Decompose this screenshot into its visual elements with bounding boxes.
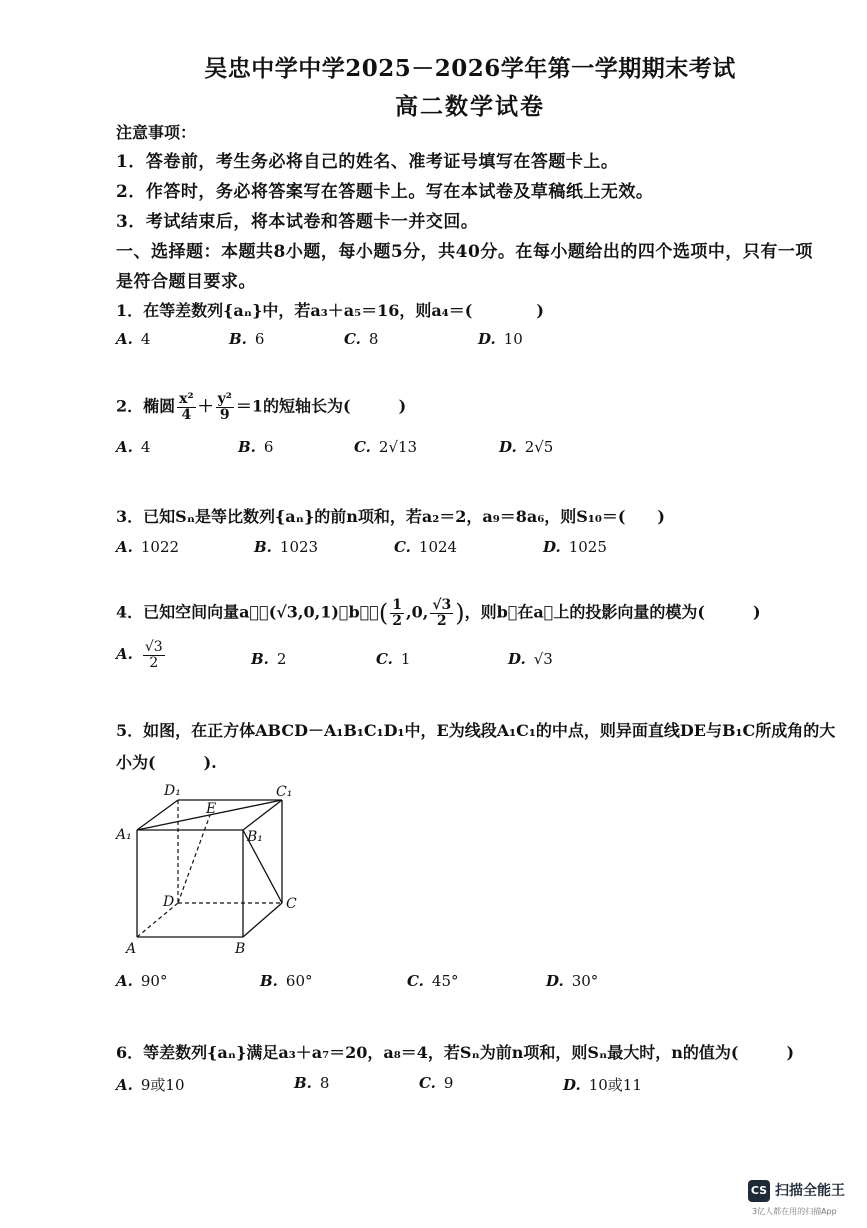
note-item: 1．答卷前，考生务必将自己的姓名、准考证号填写在答题卡上。 [116, 152, 619, 172]
option-b: B. 2 [251, 650, 287, 668]
option-a: A. $\frac{√3}{2}$ [116, 639, 163, 671]
section-heading: 一、选择题：本题共8小题，每小题5分，共40分。在每小题给出的四个选项中，只有一项 [116, 242, 813, 262]
label-b1: B₁ [247, 829, 263, 845]
option-d: D. 1025 [543, 538, 607, 556]
question-3-options [116, 538, 816, 558]
fraction: $\frac{√3}{2}$ [432, 597, 452, 629]
note-item: 3．考试结束后，将本试卷和答题卡一并交回。 [116, 212, 479, 232]
option-a: A. 9或10 [116, 1076, 185, 1094]
question-5-options [116, 972, 816, 992]
option-c: C. 1 [376, 650, 411, 668]
label-c1: C₁ [276, 784, 293, 800]
fraction: $\frac{\text{x²}}{4}$ [179, 391, 194, 423]
option-d: D. 10 [478, 330, 523, 348]
question-6-options [116, 1074, 816, 1094]
question-5-cont: 小为( ). [116, 753, 217, 772]
question-1-options [116, 330, 816, 350]
scanner-logo-icon: CS [748, 1180, 770, 1202]
label-b: B [235, 941, 246, 957]
cube-figure [110, 775, 310, 960]
question-2: 2．椭圆 $\frac{\text{x²}}{4}$ ＋ $\frac{\text{y²}}{9}$ ＝1的短轴长为( ) [116, 391, 407, 423]
question-6: 6．等差数列{aₙ}满足a₃＋a₇＝20，a₈＝4，若Sₙ为前n项和，则Sₙ最大时，n的值为( ) [116, 1043, 795, 1062]
option-b: B. 6 [238, 438, 274, 456]
question-5: 5．如图，在正方体ABCD－A₁B₁C₁D₁中，E为线段A₁C₁的中点，则异面直线DE与B₁C所成角的大 [116, 721, 836, 740]
note-item: 2．作答时，务必将答案写在答题卡上。写在本试卷及草稿纸上无效。 [116, 182, 654, 202]
option-b: B. 8 [294, 1074, 330, 1092]
exam-subtitle: 高二数学试卷 [395, 93, 545, 120]
option-c: C. 9 [419, 1074, 454, 1092]
question-4: 4．已知空间向量a⃗＝(√3,0,1)，b⃗＝( $\frac{1}{2}$ ,0, $\frac{√3}{2}$ )，则b⃗在a⃗上的投影向量的模为( ) [116, 597, 761, 629]
section-heading-cont: 是符合题目要求。 [116, 272, 256, 292]
question-4-options [116, 640, 816, 680]
option-d: D. √3 [508, 650, 553, 668]
exam-title: 吴忠中学中学2025－2026学年第一学期期末考试 [204, 55, 736, 82]
label-e: E [206, 801, 217, 817]
segment-d-e [178, 815, 210, 903]
label-a1: A₁ [116, 827, 132, 843]
fraction: $\frac{√3}{2}$ [144, 639, 163, 671]
scanner-tagline: 3亿人都在用的扫描App [752, 1207, 837, 1216]
question-2-options [116, 438, 816, 458]
option-d: D. 2√5 [499, 438, 554, 456]
option-a: A. 4 [116, 438, 151, 456]
question-3: 3．已知Sₙ是等比数列{aₙ}的前n项和，若a₂＝2，a₉＝8a₆，则S₁₀＝( ) [116, 507, 665, 526]
fraction: $\frac{\text{y²}}{9}$ [217, 391, 232, 423]
edge-b-c [243, 903, 282, 937]
label-d: D [163, 894, 175, 910]
option-b: B. 1023 [254, 538, 319, 556]
option-b: B. 60° [260, 972, 313, 990]
option-c: C. 8 [344, 330, 379, 348]
option-c: C. 2√13 [354, 438, 418, 456]
label-a: A [126, 941, 137, 957]
option-b: B. 6 [229, 330, 265, 348]
option-a: A. 4 [116, 330, 151, 348]
option-c: C. 1024 [394, 538, 458, 556]
option-d: D. 10或11 [563, 1076, 642, 1094]
notes-heading: 注意事项： [116, 123, 197, 142]
fraction: $\frac{1}{2}$ [392, 597, 403, 629]
question-1: 1．在等差数列{aₙ}中，若a₃＋a₅＝16，则a₄＝( ) [116, 301, 544, 320]
option-a: A. 1022 [116, 538, 180, 556]
option-c: C. 45° [407, 972, 459, 990]
scanner-app-name: 扫描全能王 [775, 1183, 845, 1199]
option-d: D. 30° [546, 972, 599, 990]
label-c: C [286, 896, 297, 912]
option-a: A. 90° [116, 972, 168, 990]
label-d1: D₁ [164, 783, 181, 799]
